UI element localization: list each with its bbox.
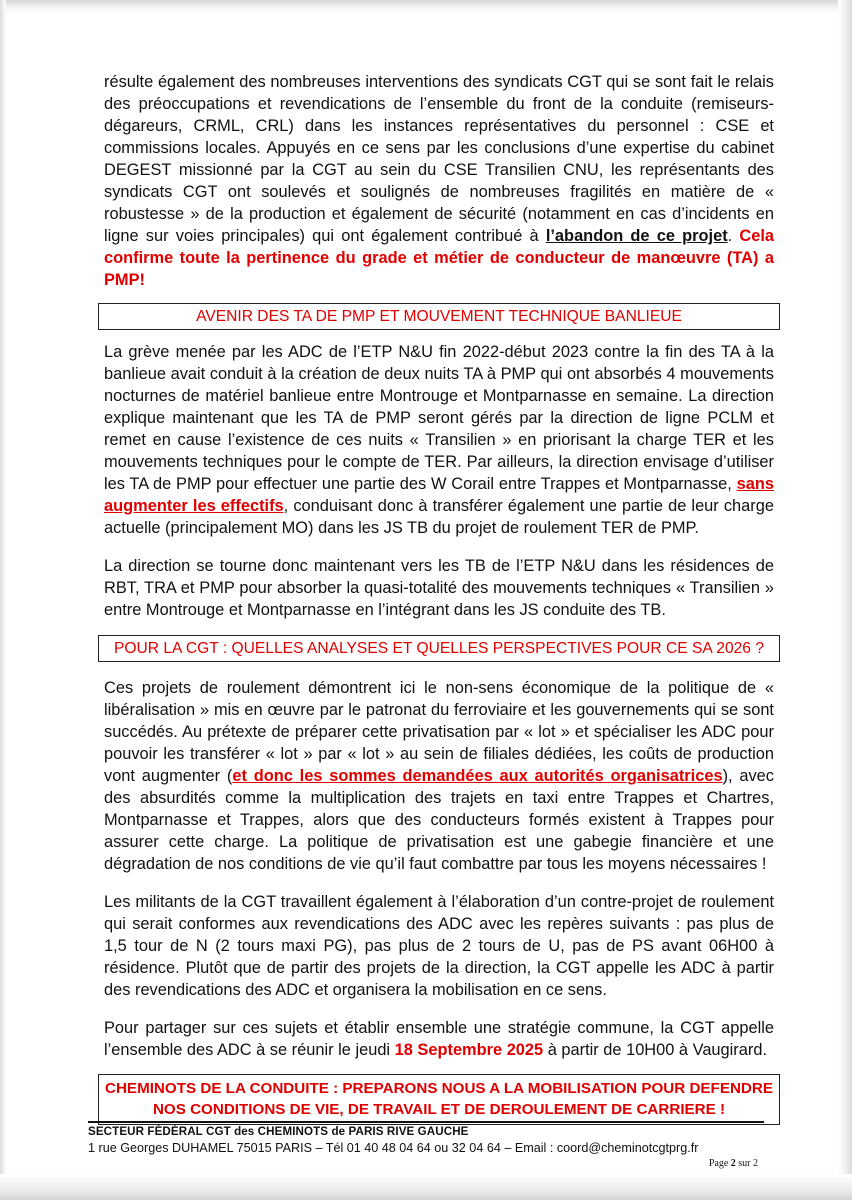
highlight-sans-augmenter-effectifs: sans augmenter les effectifs bbox=[104, 475, 774, 515]
highlight-sommes-autorites: et donc les sommes demandées aux autorités organisatrices bbox=[232, 767, 723, 785]
mobilisation-line-1: CHEMINOTS DE LA CONDUITE : PREPARONS NOUS A LA MOBILISATION POUR DEFENDRE bbox=[105, 1080, 773, 1097]
footer-organisation: SECTEUR FÉDÉRAL CGT des CHEMINOTS de PARIS RIVE GAUCHE bbox=[88, 1125, 469, 1138]
section-heading-avenir-ta: AVENIR DES TA DE PMP ET MOUVEMENT TECHNIQUE BANLIEUE bbox=[98, 303, 780, 330]
paragraph-liberalisation: Ces projets de roulement démontrent ici le non-sens économique de la politique de « libéralisation » mis en œuvre par le patronat du ferroviaire et les gouvernements qui se sont succédés. Au prétexte de préparer cette privatisation par « lot » et spécialiser les ADC pour pouvoir les transférer « lot » par « lot » au sein de filiales dédiées, les coûts de production vont augmenter (et donc les sommes demandées aux autorités organisatrices), avec des absurdités comme la multiplication des trajets en taxi entre Trappes et Chartres, Montparnasse et Trappes, alors que des conducteurs formés existent à Trappes pour assurer cette charge. La politique de privatisation est une gabegie financière et une dégradation de nos conditions de vie qu’il faut combattre par tous les moyens nécessaires ! bbox=[104, 679, 774, 873]
paragraph-greve-adc: La grève menée par les ADC de l’ETP N&U fin 2022-début 2023 contre la fin des TA à la banlieue avait conduit à la création de deux nuits TA à PMP qui ont absorbés 4 mouvements nocturnes de matériel banlieue entre Montrouge et Montparnasse en semaine. La direction explique maintenant que les TA de PMP seront gérés par la direction de ligne PCLM et remet en cause l’existence de ces nuits « Transilien » en priorisant la charge TER et les mouvements techniques pour le compte de TER. Par ailleurs, la direction envisage d’utiliser les TA de PMP pour effectuer une partie des W Corail entre Trappes et Montparnasse, sans augmenter les effectifs, conduisant donc à transférer également une partie de leur charge actuelle (principalement MO) dans les JS TB du projet de roulement TER de PMP. bbox=[104, 343, 774, 537]
footer-address: 1 rue Georges DUHAMEL 75015 PARIS – Tél 01 40 48 04 64 ou 32 04 64 – Email : coord@cheminotcgtprg.fr bbox=[88, 1141, 699, 1155]
page-shadow-right bbox=[838, 0, 852, 1200]
section-heading-analyses-perspectives: POUR LA CGT : QUELLES ANALYSES ET QUELLES PERSPECTIVES POUR CE SA 2026 ? bbox=[98, 635, 780, 662]
document-body bbox=[104, 71, 774, 1125]
mobilisation-line-2: NOS CONDITIONS DE VIE, DE TRAVAIL ET DE DEROULEMENT DE CARRIERE ! bbox=[152, 1101, 726, 1118]
page-number: Page 2 sur 2 bbox=[708, 1158, 758, 1169]
paragraph-abandon-projet: résulte également des nombreuses interventions des syndicats CGT qui se sont fait le relais des préoccupations et revendications de l’ensemble du front de la conduite (remiseurs-dégareurs, CRML, CRL) dans les instances représentatives du personnel : CSE et commissions locales. Appuyés en ce sens par les conclusions d’une expertise du cabinet DEGEST missionné par la CGT au sein du CSE Transilien CNU, les représentants des syndicats CGT ont soulevés et soulignés de nombreuses fragilités en matière de « robustesse » de la production et également de sécurité (notamment en cas d’incidents en ligne sur voies principales) qui ont également contribué à l’abandon de ce projet. Cela confirme toute la pertinence du grade et métier de conducteur de manœuvre (TA) a PMP! bbox=[104, 73, 775, 289]
page-shadow-top bbox=[0, 0, 852, 14]
paragraph-direction-tb: La direction se tourne donc maintenant vers les TB de l’ETP N&U dans les résidences de RBT, TRA et PMP pour absorber la quasi-totalité des mouvements techniques « Transilien » entre Montrouge et Montparnasse en l’intégrant dans les JS conduite des TB. bbox=[104, 557, 774, 619]
paragraph-contre-projet: Les militants de la CGT travaillent également à l’élaboration d’un contre-projet de roulement qui serait conformes aux revendications des ADC avec les repères suivants : pas plus de 1,5 tour de N (2 tours maxi PG), pas plus de 2 tours de U, pas de PS avant 06H00 à résidence. Plutôt que de partir des projets de la direction, la CGT appelle les ADC à partir des revendications des ADC et organisera la mobilisation en ce sens. bbox=[104, 893, 774, 999]
page-shadow-left bbox=[0, 0, 6, 1200]
highlight-pertinence-ta: Cela confirme toute la pertinence du grade et métier de conducteur de manœuvre (TA) a PMP! bbox=[104, 227, 775, 289]
call-to-mobilisation-box bbox=[98, 1074, 780, 1125]
underlined-abandon-projet: l’abandon de ce projet bbox=[545, 227, 728, 245]
paragraph-reunion: Pour partager sur ces sujets et établir ensemble une stratégie commune, la CGT appelle l’ensemble des ADC à se réunir le jeudi 18 Septembre 2025 à partir de 10H00 à Vaugirard. bbox=[104, 1019, 774, 1059]
footer-divider bbox=[88, 1121, 764, 1123]
page-shadow-bottom bbox=[0, 1174, 852, 1200]
meeting-date: 18 Septembre 2025 bbox=[394, 1041, 544, 1059]
document-footer bbox=[88, 1121, 768, 1155]
